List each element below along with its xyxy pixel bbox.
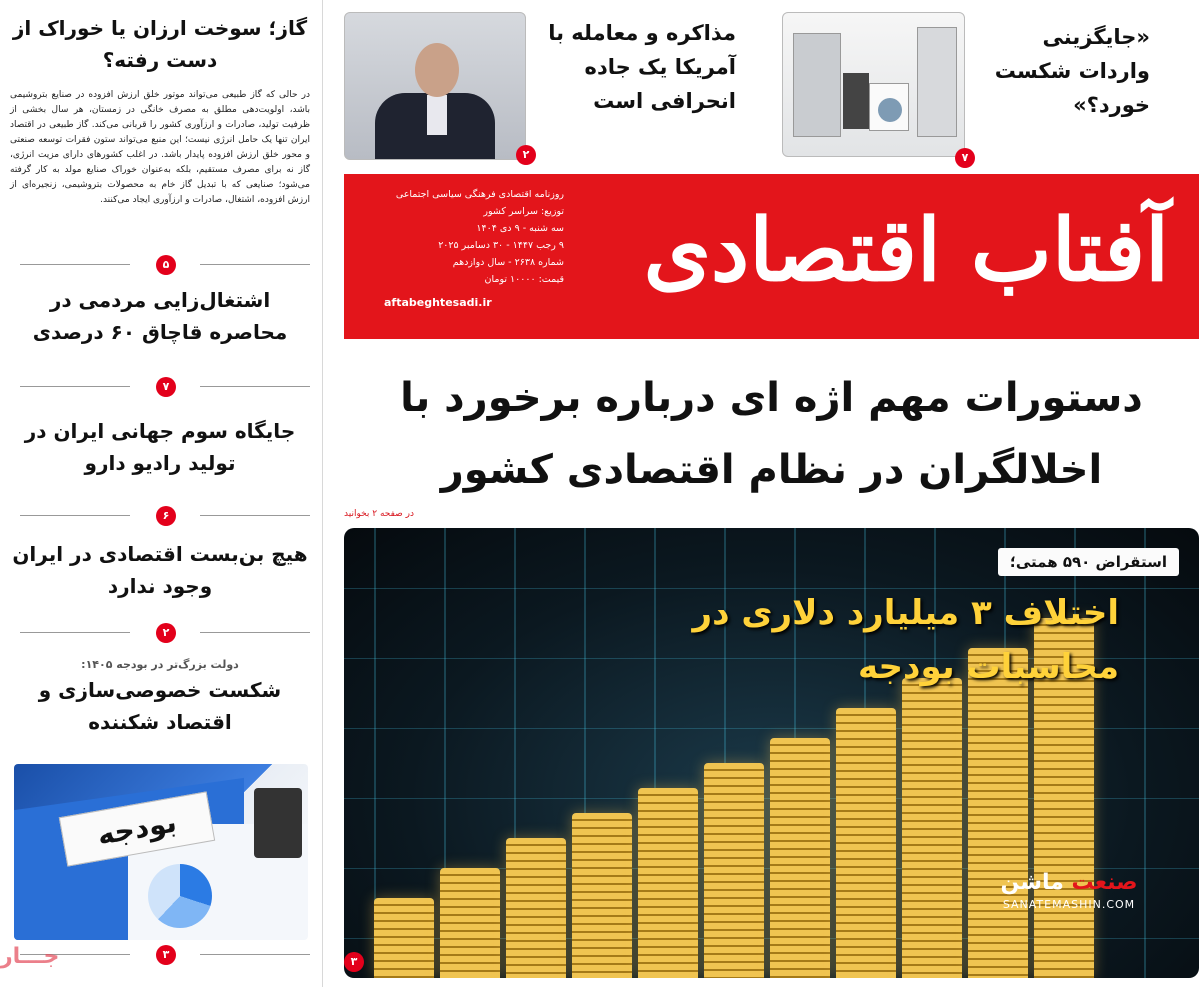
teaser-negotiation-headline[interactable]: مذاکره و معامله با آمریکا یک جاده انحرافی است	[548, 21, 736, 113]
coin-stack	[968, 648, 1028, 978]
coin-stack	[770, 738, 830, 978]
coin-stack	[704, 763, 764, 978]
coin-stack	[374, 898, 434, 978]
teaser-page-badge: ۷	[955, 148, 975, 168]
story-radiopharma[interactable]	[10, 415, 310, 479]
price: قیمت: ۱۰۰۰۰ تومان	[484, 274, 564, 285]
head-shape	[415, 43, 459, 97]
budget-folder-label: بودجه	[59, 791, 215, 866]
corner-watermark	[0, 944, 110, 974]
website-link[interactable]: aftabeghtesadi.ir	[384, 296, 492, 309]
washing-machine-shape	[869, 83, 909, 131]
shirt-shape	[427, 95, 447, 135]
story-employment-headline[interactable]: اشتغال‌زایی مردمی در محاصره قاچاق ۶۰ درصدی	[32, 288, 288, 344]
divider-line	[200, 954, 310, 955]
coin-stack	[440, 868, 500, 978]
page-ref-divider	[20, 506, 310, 526]
distribution-info: توزیع: سراسر کشور	[483, 206, 564, 217]
page-number-badge: ۶	[156, 506, 176, 526]
read-more-ref: در صفحه ۲ بخوانید	[344, 509, 415, 519]
story-employment[interactable]	[10, 284, 310, 348]
divider-line	[200, 264, 310, 265]
pie-chart-graphic	[148, 864, 212, 928]
appliances-photo[interactable]	[782, 12, 965, 157]
watermark-url: SANATEMASHIN.COM	[1002, 898, 1136, 911]
coin-stack	[506, 838, 566, 978]
page-number-badge: ۳	[156, 945, 176, 965]
drum-shape	[878, 98, 902, 122]
divider-line	[200, 632, 310, 633]
date-persian: سه شنبه - ۹ دی ۱۴۰۴	[476, 223, 564, 234]
page-ref-divider	[20, 255, 310, 275]
calculator-graphic	[254, 788, 302, 858]
feature-headline[interactable]: اختلاف ۳ میلیارد دلاری در محاسبات بودجه	[692, 593, 1119, 687]
page-number-badge: ۵	[156, 255, 176, 275]
issue-number: شماره ۲۶۳۸ - سال دوازدهم	[452, 257, 564, 268]
story-privatization-headline[interactable]: شکست خصوصی‌سازی و اقتصاد شکننده	[38, 678, 282, 734]
date-hijri-gregorian: ۹ رجب ۱۴۴۷ - ۳۰ دسامبر ۲۰۲۵	[438, 240, 564, 251]
story-gas[interactable]	[10, 12, 310, 208]
newspaper-logo-title: آفتاب اقتصادی	[643, 200, 1169, 301]
story-no-deadlock-headline[interactable]: هیچ بن‌بست اقتصادی در ایران وجود ندارد	[12, 542, 308, 598]
divider-line	[20, 386, 130, 387]
site-watermark	[989, 868, 1149, 911]
main-headline[interactable]: دستورات مهم اژه ای درباره برخورد با اخلالگران در نظام اقتصادی کشور	[400, 375, 1143, 493]
fridge-shape	[793, 33, 841, 137]
teaser-import-headline[interactable]: «جایگزینی واردات شکست خورد؟»	[994, 25, 1150, 117]
story-gas-body: در حالی که گاز طبیعی می‌تواند موتور خلق ارزش افزوده در صنایع بتروشیمی باشد، اولویت‌دهی مطلق به مصرف خانگی در زمستان، هر سال بخشی از ظرفیت تولید، صادرات و ارزآوری کشور را قربانی می‌کند. گاز طبیعی در اقتصاد ایران تنها یک حامل انرژی نیست؛ این منبع می‌تواند ستون فقرات توسعه صنعتی و محور خلق ارزش افزوده پایدار باشد. در اغلب کشورهای دارای مزیت انرژی، گاز نه برای مصرف مستقیم، بلکه به‌عنوان خوراک صنایع مولد به کار گرفته می‌شود؛ صنایعی که با تبدیل گاز خام به محصولات بتروشیمی، زنجیره‌ای از ارزش افزوده، اشتغال، صادرات و ارزآوری ایجاد می‌کنند.	[10, 90, 310, 205]
feature-coins-image[interactable]	[344, 528, 1199, 978]
oven-shape	[843, 73, 869, 129]
divider-line	[20, 264, 130, 265]
page-number-badge: ۷	[156, 377, 176, 397]
masthead-info	[384, 186, 564, 311]
page-ref-divider	[20, 623, 310, 643]
divider-line	[20, 632, 130, 633]
story-radiopharma-headline[interactable]: جایگاه سوم جهانی ایران در تولید رادیو دارو	[24, 419, 296, 475]
story-privatization-kicker: دولت بزرگ‌تر در بودجه ۱۴۰۵:	[81, 658, 239, 671]
page-ref-divider	[20, 377, 310, 397]
divider-line	[20, 515, 130, 516]
politician-photo[interactable]	[344, 12, 526, 160]
coin-stack	[836, 708, 896, 978]
watermark-brand-white: ماشن	[1000, 870, 1072, 895]
story-no-deadlock[interactable]	[10, 538, 310, 602]
watermark-brand	[989, 868, 1149, 898]
coin-stack	[638, 788, 698, 978]
feature-kicker: استقراض ۵۹۰ همتی؛	[998, 548, 1179, 576]
fridge-shape	[917, 27, 957, 137]
divider-line	[200, 386, 310, 387]
paper-description: روزنامه اقتصادی فرهنگی سیاسی اجتماعی	[395, 189, 564, 200]
sidebar-column	[0, 0, 323, 987]
page-number-badge: ۲	[156, 623, 176, 643]
teaser-page-badge: ۲	[516, 145, 536, 165]
masthead-banner	[344, 174, 1199, 339]
story-gas-headline[interactable]: گاز؛ سوخت ارزان یا خوراک از دست رفته؟	[12, 16, 308, 72]
corner-watermark-text: جـــار	[0, 944, 60, 969]
divider-line	[200, 515, 310, 516]
coin-stack	[572, 813, 632, 978]
story-privatization[interactable]	[10, 656, 310, 738]
watermark-brand-red: صنعت	[1071, 870, 1138, 895]
coin-stack	[902, 678, 962, 978]
budget-folder-image	[14, 764, 308, 940]
feature-page-badge: ۳	[344, 952, 364, 972]
